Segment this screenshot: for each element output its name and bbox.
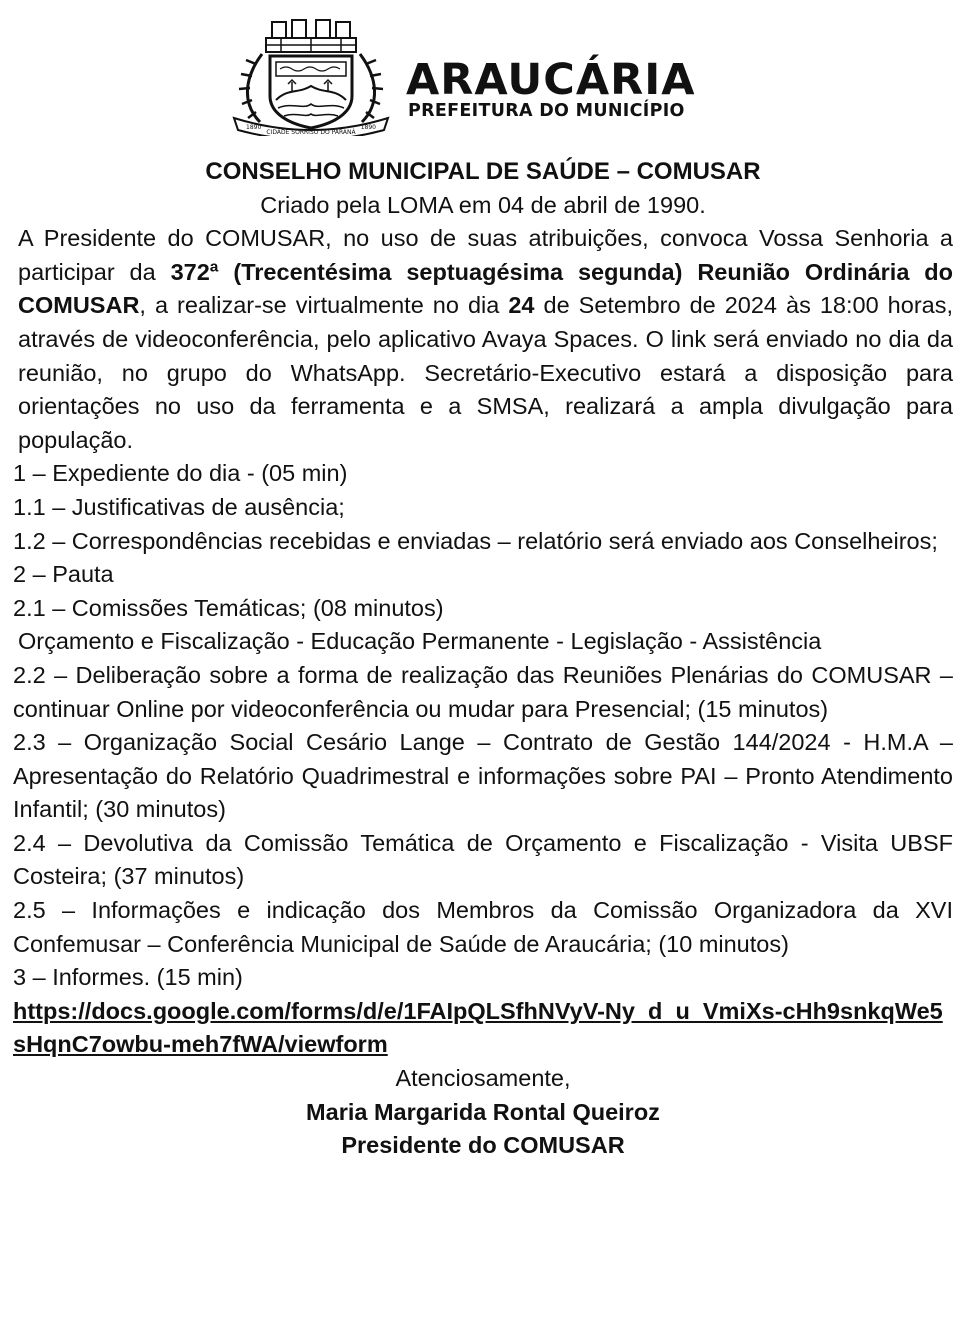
agenda-item: 2.3 – Organização Social Cesário Lange – Contrato de Gestão 144/2024 - H.M.A – Apresentação do Relatório Quadrimestral e informações sobre PAI – Pronto Atendimento Infantil; (30 minutos) [13,729,953,823]
brand-name: ARAUCÁRIA [406,55,696,105]
intro-paragraph [13,222,953,457]
brand-block [406,55,696,121]
brand-subtitle: PREFEITURA DO MUNICÍPIO [408,101,685,121]
crest-year-left: 1890 [246,124,262,131]
agenda-item: 2 – Pauta [13,561,114,588]
agenda-item: 2.1 – Comissões Temáticas; (08 minutos) [13,594,444,621]
document-subtitle: Criado pela LOMA em 04 de abril de 1990. [260,191,706,218]
document-title: CONSELHO MUNICIPAL DE SAÚDE – COMUSAR [205,158,761,185]
intro-text-3: de Setembro de 2024 às 18:00 horas, através de videoconferência, pelo aplicativo Avaya Spaces. O link será enviado no dia da reunião, no grupo do WhatsApp. Secretário-Executivo estará a disposição para orientações no uso da ferramenta e a SMSA, realizará a ampla divulgação para população. [18,292,954,453]
agenda-item: 2.5 – Informações e indicação dos Membros da Comissão Organizadora da XVI Confemusar – Conferência Municipal de Saúde de Araucária; (10 minutos) [13,897,953,957]
meeting-name: 372ª (Trecentésima septuagésima segunda) Reunião Ordinária do COMUSAR [18,258,953,319]
closing-salutation: Atenciosamente, [395,1065,571,1092]
intro-text-1: A Presidente do COMUSAR, no uso de suas atribuições, convoca Vossa Senhoria a participar da [18,225,953,285]
agenda-item: 2.2 – Deliberação sobre a forma de realização das Reuniões Plenárias do COMUSAR – continuar Online por videoconferência ou mudar para Presencial; (15 minutos) [13,661,953,722]
agenda-item: 2.4 – Devolutiva da Comissão Temática de Orçamento e Fiscalização - Visita UBSF Costeira; (37 minutos) [13,829,953,890]
meeting-day: 24 [508,292,535,319]
header [0,18,965,136]
commissions-list: Orçamento e Fiscalização - Educação Permanente - Legislação - Assistência [18,628,822,655]
form-link[interactable]: https://docs.google.com/forms/d/e/1FAIpQLSfhNVyV-Ny_d_u_VmiXs-cHh9snkqWe5sHqnC7owbu-meh7fWA/viewform [13,997,943,1058]
agenda-item: 3 – Informes. (15 min) [13,964,243,991]
intro-text-2: , a realizar-se virtualmente no dia [139,292,509,319]
signer-name: Maria Margarida Rontal Queiroz [306,1098,660,1125]
agenda-item: 1.1 – Justificativas de ausência; [13,493,345,520]
agenda-item: 1.2 – Correspondências recebidas e enviadas – relatório será enviado aos Conselheiros; [13,527,938,554]
crest-year-right: 1890 [360,124,376,131]
signer-role: Presidente do COMUSAR [341,1132,625,1159]
document-body [13,155,953,1163]
crest-motto: CIDADE SORRISO DO PARANÁ [266,129,356,136]
agenda-item: 1 – Expediente do dia - (05 min) [13,460,348,487]
municipal-crest-logo [226,18,396,136]
